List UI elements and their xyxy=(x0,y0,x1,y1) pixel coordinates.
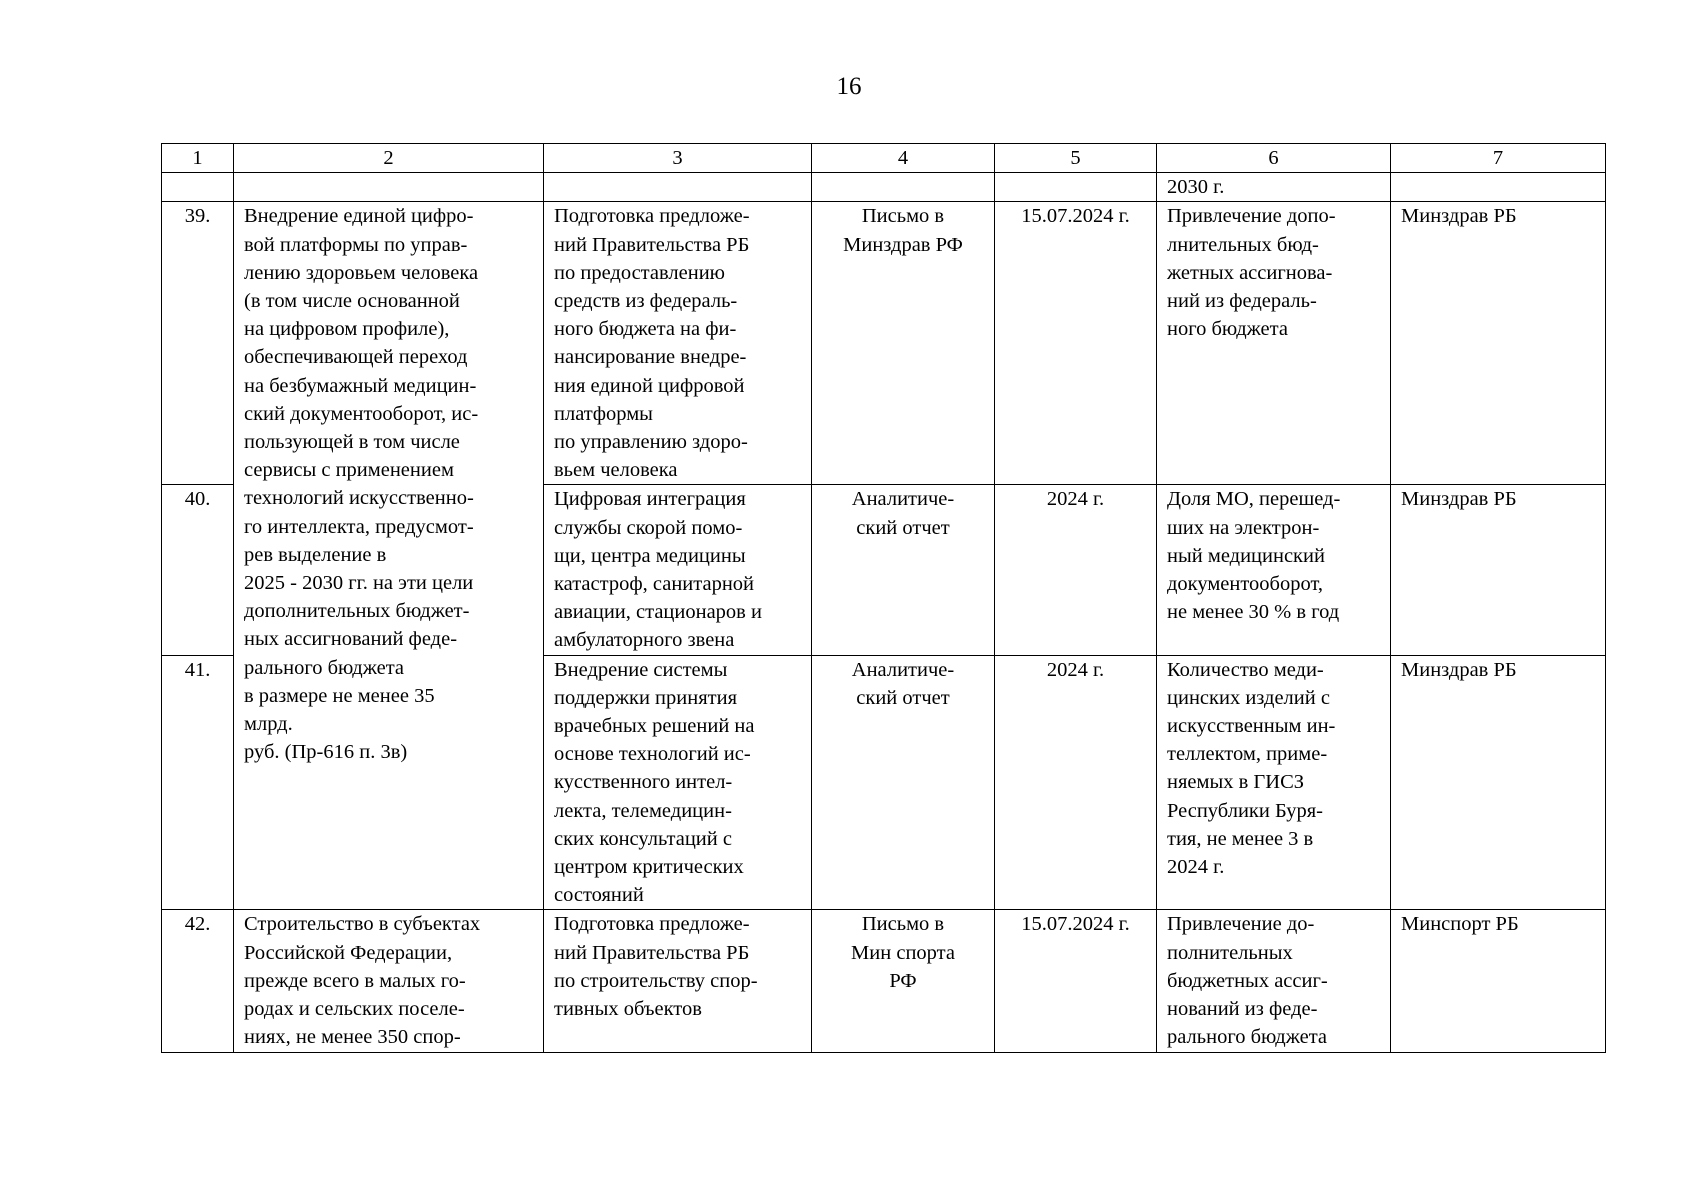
row-number: 40. xyxy=(162,485,234,655)
text-line: Количество меди- xyxy=(1167,658,1324,681)
deadline-cell: 15.07.2024 г. xyxy=(995,910,1157,1052)
result-form-cell xyxy=(812,485,995,655)
text-line: центром критических xyxy=(554,856,744,879)
text-line: дополнительных бюджет- xyxy=(244,600,470,623)
text-line: рального бюджета xyxy=(244,656,405,679)
column-number-cell: 4 xyxy=(812,144,995,173)
indicator-cell xyxy=(1157,485,1391,655)
responsible-cell: Минздрав РБ xyxy=(1391,485,1606,655)
result-form-cell xyxy=(812,202,995,485)
action-cell xyxy=(544,655,812,910)
text-line: сервисы с применением xyxy=(244,459,454,482)
text-line: родах и сельских поселе- xyxy=(244,998,465,1021)
text-line: Аналитиче- xyxy=(851,488,955,511)
text-line: ский отчет xyxy=(856,686,950,709)
column-number-cell: 2 xyxy=(234,144,544,173)
table-row xyxy=(162,910,1606,1052)
text-line: в размере не менее 35 xyxy=(244,684,435,707)
text-line: ний Правительства РБ xyxy=(554,233,750,256)
text-line: ших на электрон- xyxy=(1167,516,1320,539)
column-number-cell: 6 xyxy=(1157,144,1391,173)
action-cell xyxy=(544,910,812,1052)
text-line: обеспечивающей переход xyxy=(244,346,468,369)
text-line: ских консультаций с xyxy=(554,827,732,850)
text-line: авиации, стационаров и xyxy=(554,601,762,624)
text-line: по строительству спор- xyxy=(554,969,758,992)
text-line: Внедрение единой цифро- xyxy=(244,205,474,228)
text-line: лекта, телемедицин- xyxy=(554,799,732,822)
text-line: Цифровая интеграция xyxy=(554,488,746,511)
indicator-cell xyxy=(1157,202,1391,485)
result-form-cell xyxy=(812,655,995,910)
text-line: Подготовка предложе- xyxy=(554,205,750,228)
text-line: 2024 г. xyxy=(1167,856,1225,879)
text-line: ного бюджета xyxy=(1167,318,1288,341)
text-line: ниях, не менее 350 спор- xyxy=(244,1026,461,1049)
measure-cell xyxy=(234,910,544,1052)
text-line: амбулаторного звена xyxy=(554,629,735,652)
text-line: полнительных xyxy=(1167,941,1293,964)
text-line: кусственного интел- xyxy=(554,771,733,794)
text-line: по управлению здоро- xyxy=(554,431,748,454)
text-line: технологий искусственно- xyxy=(244,487,474,510)
text-line: ный медицинский xyxy=(1167,544,1325,567)
text-line: поддержки принятия xyxy=(554,686,738,709)
responsible-cell: Минздрав РБ xyxy=(1391,202,1606,485)
text-line: тия, не менее 3 в xyxy=(1167,827,1314,850)
text-line: состояний xyxy=(554,884,644,907)
text-line: жетных ассигнова- xyxy=(1167,261,1333,284)
indicator-cell xyxy=(1157,910,1391,1052)
column-number-cell: 5 xyxy=(995,144,1157,173)
table-cell xyxy=(812,173,995,202)
text-line: ния единой цифровой xyxy=(554,374,745,397)
text-line: бюджетных ассиг- xyxy=(1167,969,1328,992)
result-form-cell xyxy=(812,910,995,1052)
text-line: тивных объектов xyxy=(554,998,702,1021)
text-line: ний Правительства РБ xyxy=(554,941,750,964)
text-line: врачебных решений на xyxy=(554,715,755,738)
text-line: руб. (Пр-616 п. 3в) xyxy=(244,741,408,764)
text-line: щи, центра медицины xyxy=(554,544,746,567)
table-cell xyxy=(544,173,812,202)
text-line: нований из феде- xyxy=(1167,998,1318,1021)
column-number-cell: 7 xyxy=(1391,144,1606,173)
text-line: ных ассигнований феде- xyxy=(244,628,458,651)
table-row xyxy=(162,202,1606,485)
text-line: на безбумажный медицин- xyxy=(244,374,477,397)
table-cell xyxy=(162,173,234,202)
row-number: 42. xyxy=(162,910,234,1052)
continuation-row xyxy=(162,173,1606,202)
text-line: ного бюджета на фи- xyxy=(554,318,737,341)
measures-table xyxy=(161,143,1606,1053)
column-number-cell: 3 xyxy=(544,144,812,173)
text-line: катастроф, санитарной xyxy=(554,573,755,596)
deadline-cell: 2024 г. xyxy=(995,655,1157,910)
action-cell xyxy=(544,202,812,485)
text-line: теллектом, приме- xyxy=(1167,743,1328,766)
text-line: службы скорой помо- xyxy=(554,516,743,539)
text-line: млрд. xyxy=(244,713,293,736)
text-line: рального бюджета xyxy=(1167,1026,1328,1049)
text-line: документооборот, xyxy=(1167,573,1324,596)
text-line: Минздрав РФ xyxy=(843,233,963,256)
text-line: няемых в ГИСЗ xyxy=(1167,771,1305,794)
continuation-cell: 2030 г. xyxy=(1157,173,1391,202)
text-line: РФ xyxy=(889,969,917,992)
text-line: пользующей в том числе xyxy=(244,431,460,454)
responsible-cell: Минспорт РБ xyxy=(1391,910,1606,1052)
text-line: лению здоровьем человека xyxy=(244,261,479,284)
text-line: рев выделение в xyxy=(244,543,387,566)
text-line: по предоставлению xyxy=(554,261,725,284)
row-number: 39. xyxy=(162,202,234,485)
text-line: Республики Буря- xyxy=(1167,799,1323,822)
text-line: не менее 30 % в год xyxy=(1167,601,1340,624)
text-line: Привлечение допо- xyxy=(1167,205,1336,228)
text-line: ский документооборот, ис- xyxy=(244,402,479,425)
text-line: платформы xyxy=(554,402,653,425)
table-cell xyxy=(995,173,1157,202)
text-line: (в том числе основанной xyxy=(244,290,460,313)
text-line: Доля МО, перешед- xyxy=(1167,488,1341,511)
text-line: основе технологий ис- xyxy=(554,743,751,766)
text-line: Подготовка предложе- xyxy=(554,913,750,936)
text-line: средств из федераль- xyxy=(554,290,738,313)
page-number: 16 xyxy=(836,73,862,100)
text-line: Письмо в xyxy=(861,913,945,936)
table-cell xyxy=(234,173,544,202)
text-line: Внедрение системы xyxy=(554,658,728,681)
text-line: Мин спорта xyxy=(851,941,955,964)
text-line: Письмо в xyxy=(861,205,945,228)
measure-cell-merged xyxy=(234,202,544,910)
indicator-cell xyxy=(1157,655,1391,910)
deadline-cell: 2024 г. xyxy=(995,485,1157,655)
table-cell xyxy=(1391,173,1606,202)
column-number-row xyxy=(162,144,1606,173)
text-line: на цифровом профиле), xyxy=(244,318,450,341)
text-line: прежде всего в малых го- xyxy=(244,969,466,992)
responsible-cell: Минздрав РБ xyxy=(1391,655,1606,910)
text-line: цинских изделий с xyxy=(1167,686,1330,709)
text-line: искусственным ин- xyxy=(1167,715,1336,738)
row-number: 41. xyxy=(162,655,234,910)
text-line: ний из федераль- xyxy=(1167,290,1317,313)
text-line: лнительных бюд- xyxy=(1167,233,1319,256)
text-line: го интеллекта, предусмот- xyxy=(244,515,474,538)
text-line: вой платформы по управ- xyxy=(244,233,468,256)
action-cell xyxy=(544,485,812,655)
deadline-cell: 15.07.2024 г. xyxy=(995,202,1157,485)
text-line: ский отчет xyxy=(856,516,950,539)
text-line: Аналитиче- xyxy=(851,658,955,681)
text-line: 2025 - 2030 гг. на эти цели xyxy=(244,572,474,595)
text-line: Российской Федерации, xyxy=(244,941,453,964)
text-line: нансирование внедре- xyxy=(554,346,747,369)
text-line: Строительство в субъектах xyxy=(244,913,481,936)
column-number-cell: 1 xyxy=(162,144,234,173)
text-line: вьем человека xyxy=(554,459,678,482)
text-line: Привлечение до- xyxy=(1167,913,1315,936)
